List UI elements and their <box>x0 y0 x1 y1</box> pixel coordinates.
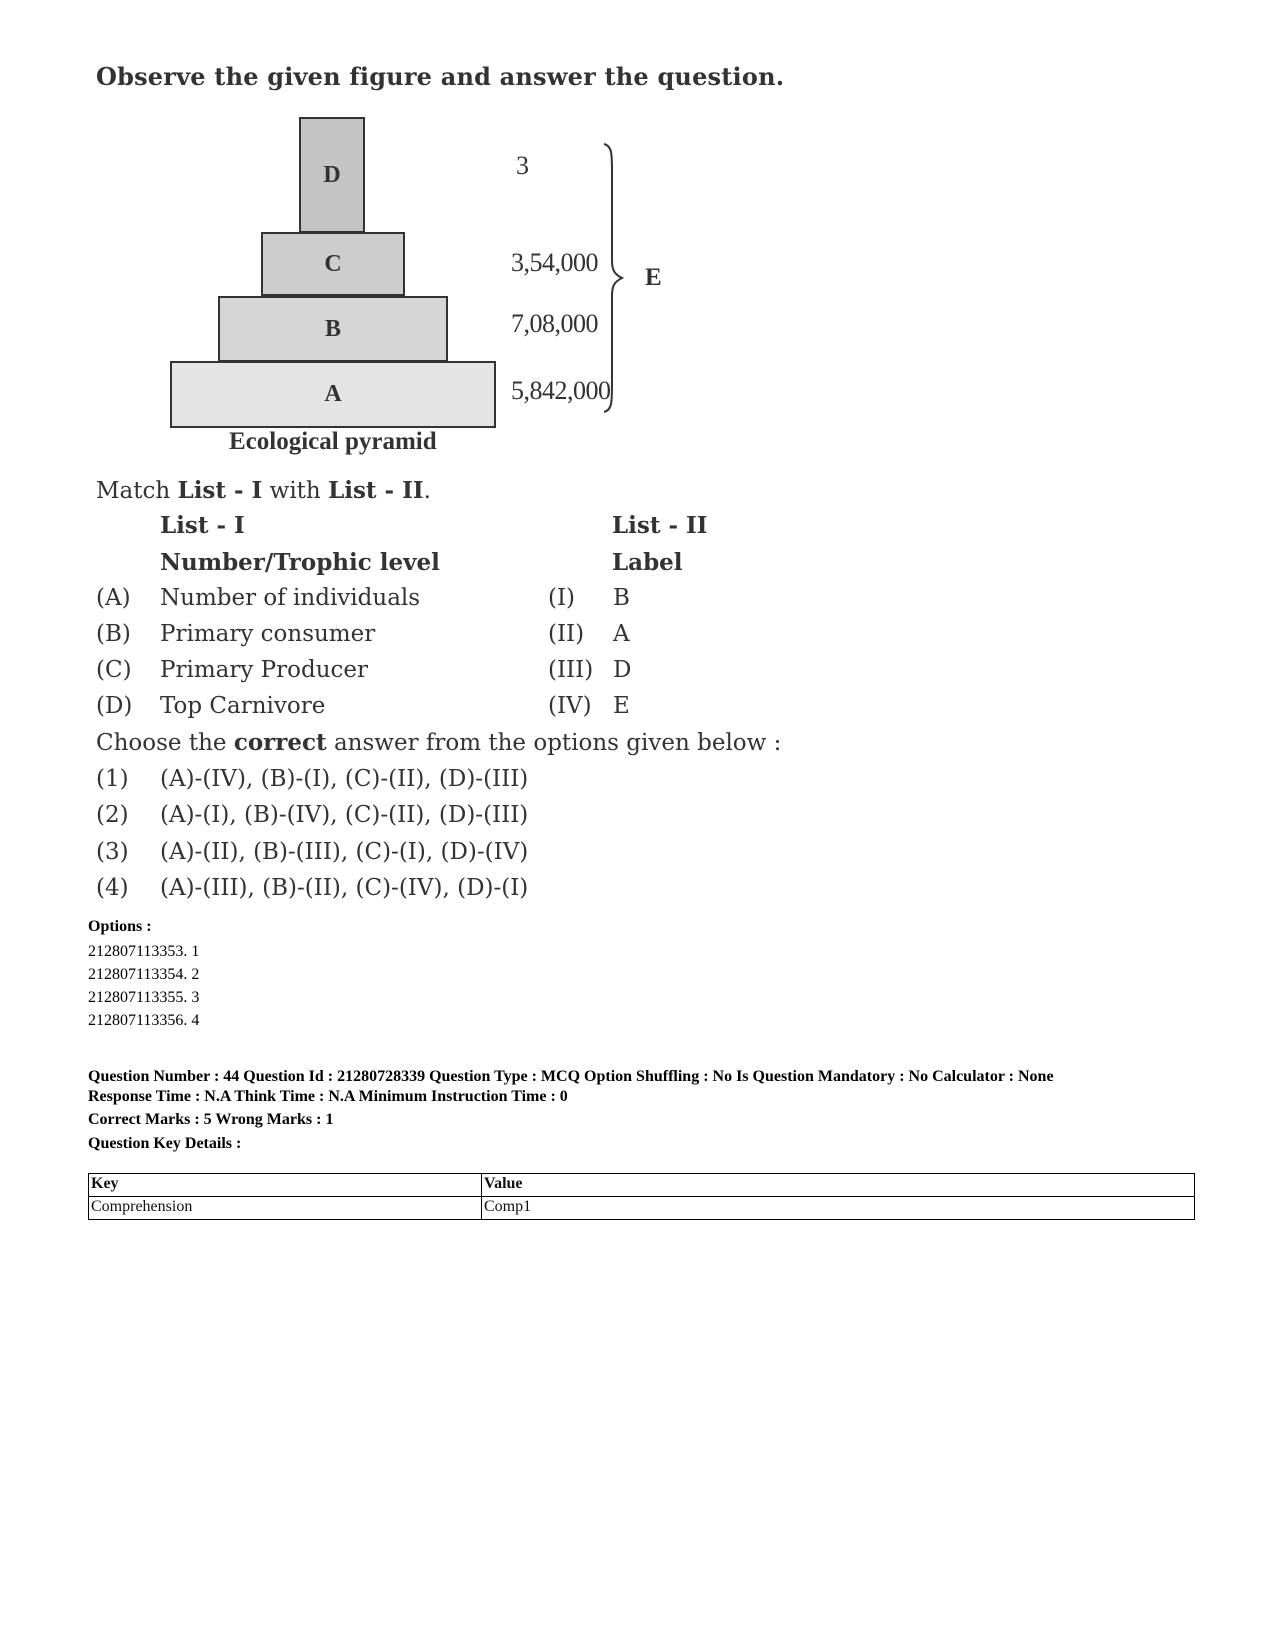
answer-key: (3) <box>96 839 129 865</box>
key-details-heading: Question Key Details : <box>88 1135 242 1152</box>
list2-item: A <box>613 621 630 647</box>
list1-item: Primary consumer <box>160 621 376 647</box>
list2-heading: List - II <box>612 512 708 539</box>
option-item: 212807113356. 4 <box>88 1012 200 1029</box>
pyramid-tier-c: C <box>261 232 405 296</box>
list2-key: (III) <box>548 657 594 683</box>
brace-icon <box>602 142 632 414</box>
answer-key: (2) <box>96 802 129 828</box>
table-row <box>89 1174 1195 1197</box>
pyramid-tier-b: B <box>218 296 448 362</box>
answer-text: (A)-(II), (B)-(III), (C)-(I), (D)-(IV) <box>160 839 529 865</box>
list2-item: B <box>613 585 630 611</box>
answer-key: (1) <box>96 766 129 792</box>
list1-heading: List - I <box>160 512 245 539</box>
tier-b-number: 7,08,000 <box>511 309 598 338</box>
list2-key: (I) <box>548 585 576 611</box>
table-header-value: Value <box>482 1174 1195 1197</box>
answer-text: (A)-(III), (B)-(II), (C)-(IV), (D)-(I) <box>160 875 529 901</box>
list2-item: D <box>613 657 632 683</box>
tier-a-number: 5,842,000 <box>511 376 611 405</box>
marks-line: Correct Marks : 5 Wrong Marks : 1 <box>88 1111 334 1128</box>
tier-c-number: 3,54,000 <box>511 248 598 277</box>
list1-item: Number of individuals <box>160 585 421 611</box>
answer-text: (A)-(IV), (B)-(I), (C)-(II), (D)-(III) <box>160 766 529 792</box>
list2-key: (II) <box>548 621 585 647</box>
table-cell: Comp1 <box>482 1197 1195 1220</box>
tier-d-number: 3 <box>516 151 529 180</box>
option-item: 212807113354. 2 <box>88 966 200 983</box>
list2-subheading: Label <box>612 549 683 576</box>
list1-key: (C) <box>96 657 132 683</box>
list1-subheading: Number/Trophic level <box>160 549 440 576</box>
list2-key: (IV) <box>548 693 592 719</box>
match-prompt: Match List - I with List - II. <box>96 477 431 504</box>
list2-item: E <box>613 693 630 719</box>
table-row <box>89 1197 1195 1220</box>
answer-text: (A)-(I), (B)-(IV), (C)-(II), (D)-(III) <box>160 802 529 828</box>
options-heading: Options : <box>88 918 152 935</box>
table-cell: Comprehension <box>89 1197 482 1220</box>
brace-label-e: E <box>645 264 662 291</box>
answer-key: (4) <box>96 875 129 901</box>
option-item: 212807113353. 1 <box>88 943 200 960</box>
list1-item: Top Carnivore <box>160 693 326 719</box>
list1-key: (D) <box>96 693 133 719</box>
pyramid-tier-d: D <box>299 117 365 233</box>
figure-caption: Ecological pyramid <box>229 428 437 455</box>
pyramid-tier-a: A <box>170 361 496 428</box>
choose-prompt: Choose the correct answer from the options given below : <box>96 729 782 756</box>
option-item: 212807113355. 3 <box>88 989 200 1006</box>
question-meta-line: Question Number : 44 Question Id : 21280728339 Question Type : MCQ Option Shuffling : No Is Question Mandatory : No Calculator : None <box>88 1068 1054 1085</box>
list1-item: Primary Producer <box>160 657 368 683</box>
list1-key: (A) <box>96 585 131 611</box>
list1-key: (B) <box>96 621 131 647</box>
question-instruction: Observe the given figure and answer the question. <box>96 62 785 91</box>
table-header-key: Key <box>89 1174 482 1197</box>
question-meta-line: Response Time : N.A Think Time : N.A Minimum Instruction Time : 0 <box>88 1088 568 1105</box>
question-key-table <box>88 1173 1195 1220</box>
